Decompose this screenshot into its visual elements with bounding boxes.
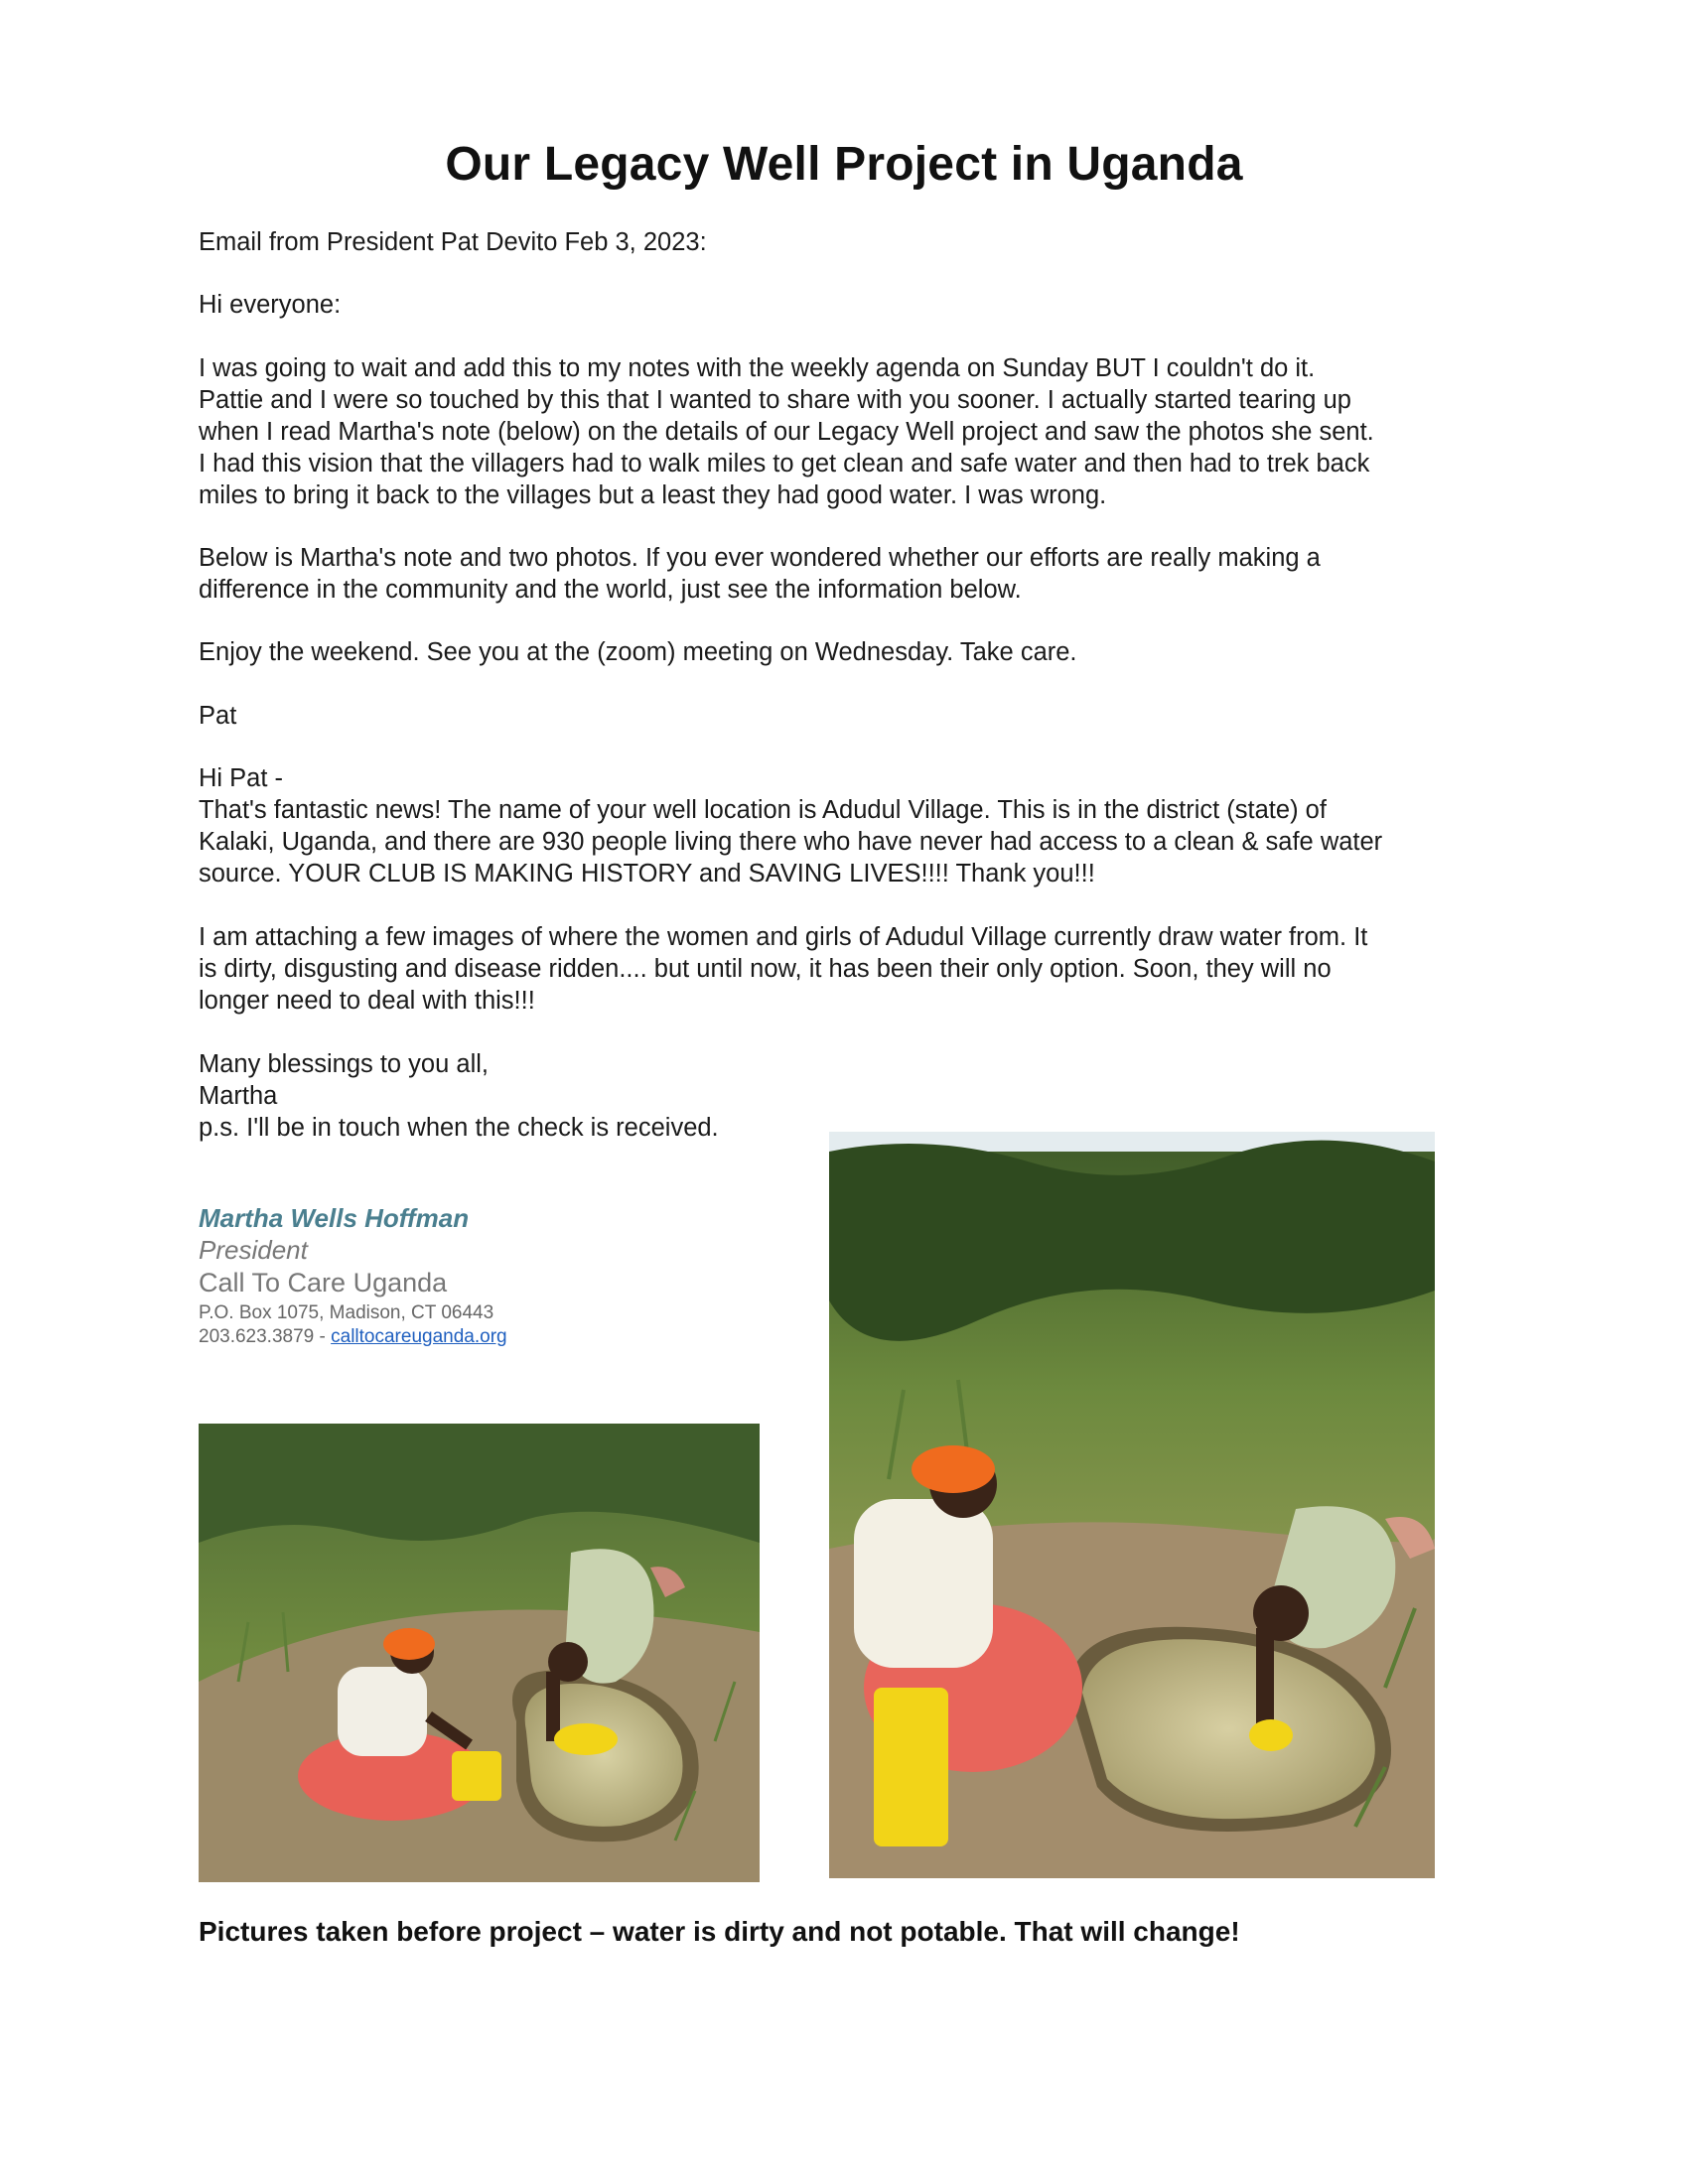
para2-line: difference in the community and the world, just see the information below. — [199, 576, 1022, 604]
para3: Enjoy the weekend. See you at the (zoom) meeting on Wednesday. Take care. — [199, 638, 1077, 666]
note-para1-line: source. YOUR CLUB IS MAKING HISTORY and SAVING LIVES!!!! Thank you!!! — [199, 860, 1095, 887]
closing-line: Many blessings to you all, — [199, 1050, 489, 1078]
water-photo-right — [829, 1132, 1435, 1878]
water-photo-right-image — [829, 1132, 1435, 1878]
signature-contact — [199, 1326, 507, 1348]
note-para1-line: Kalaki, Uganda, and there are 930 people living there who have never had access to a clean & safe water — [199, 828, 1383, 856]
signature-name: Martha Wells Hoffman — [199, 1203, 470, 1233]
signature-org: Call To Care Uganda — [199, 1268, 448, 1297]
para1-line: miles to bring it back to the villages but a least they had good water. I was wrong. — [199, 481, 1107, 509]
para1-line: I had this vision that the villagers had to walk miles to get clean and safe water and then had to trek back — [199, 450, 1370, 478]
closing-name: Martha — [199, 1082, 278, 1110]
signature-address: P.O. Box 1075, Madison, CT 06443 — [199, 1302, 494, 1323]
para1-line: when I read Martha's note (below) on the details of our Legacy Well project and saw the photos she sent. — [199, 418, 1374, 446]
email-header: Email from President Pat Devito Feb 3, 2023: — [199, 228, 707, 256]
para1-line: I was going to wait and add this to my notes with the weekly agenda on Sunday BUT I couldn't do it. — [199, 354, 1316, 382]
para1-line: Pattie and I were so touched by this that I wanted to share with you sooner. I actually started tearing up — [199, 386, 1351, 414]
water-photo-left — [199, 1424, 760, 1882]
note-para2-line: longer need to deal with this!!! — [199, 987, 535, 1015]
signature-role: President — [199, 1235, 308, 1265]
para2-line: Below is Martha's note and two photos. If you ever wondered whether our efforts are really making a — [199, 544, 1321, 572]
greeting: Hi everyone: — [199, 291, 342, 319]
note-para2-line: is dirty, disgusting and disease ridden.... but until now, it has been their only option. Soon, they will no — [199, 955, 1332, 983]
water-photo-left-image — [199, 1424, 760, 1882]
note-para1-line: That's fantastic news! The name of your well location is Adudul Village. This is in the district (state) of — [199, 796, 1327, 824]
website-link[interactable]: calltocareuganda.org — [331, 1326, 507, 1347]
note-para2-line: I am attaching a few images of where the women and girls of Adudul Village currently draw water from. It — [199, 923, 1368, 951]
sender: Pat — [199, 702, 237, 730]
note-greeting: Hi Pat - — [199, 764, 284, 792]
document-title: Our Legacy Well Project in Uganda — [445, 138, 1243, 191]
signature-phone: 203.623.3879 - — [199, 1326, 332, 1347]
photo-caption: Pictures taken before project – water is dirty and not potable. That will change! — [199, 1916, 1240, 1947]
postscript: p.s. I'll be in touch when the check is received. — [199, 1114, 719, 1142]
